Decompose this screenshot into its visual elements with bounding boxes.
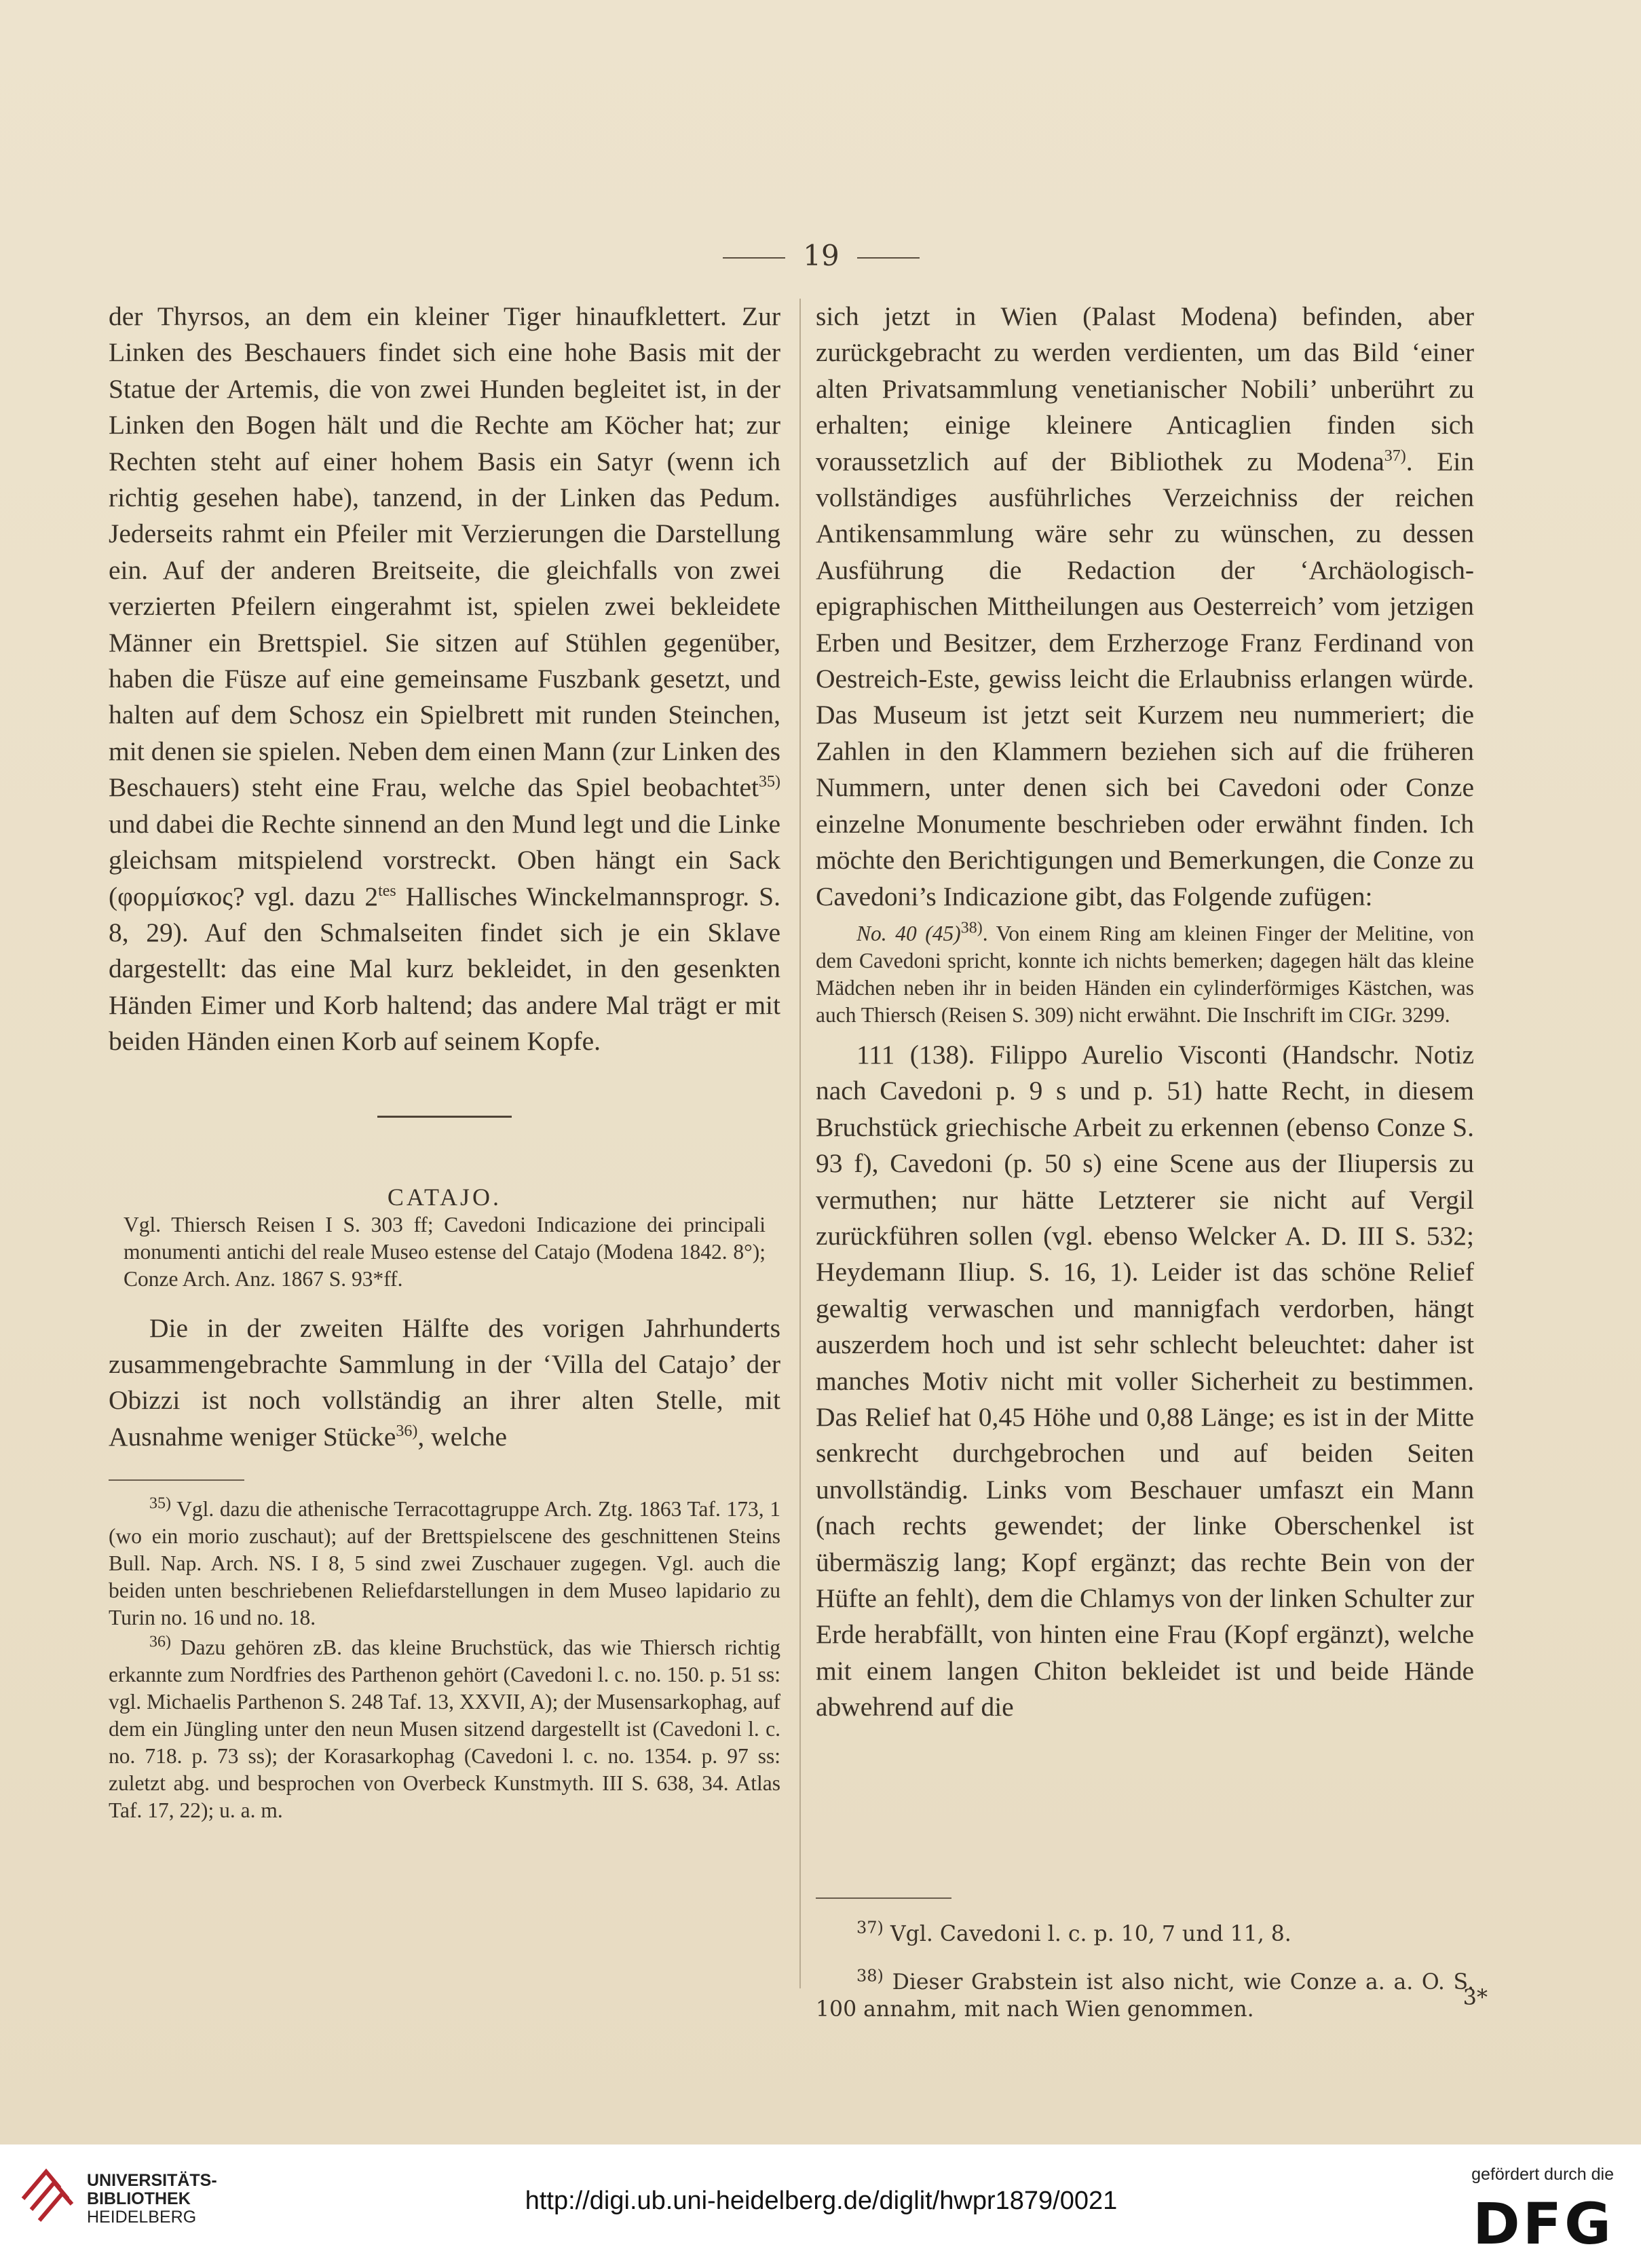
left-paragraph-2-text: und dabei die Rechte sinnend an den Mund legt und die Linke gleichsam mitspielend vorstreckt. Oben hängt ein Sack (φορμίσκος? vgl. dazu 2 xyxy=(109,808,780,911)
section-title: CATAJO. xyxy=(387,1183,502,1211)
footnote-37 xyxy=(816,1918,1474,1948)
right-paragraph-1 xyxy=(816,299,1474,915)
footnote-37-mark: 37) xyxy=(856,1918,884,1937)
ordinal-superscript: tes xyxy=(378,882,396,900)
footnote-38-text: Dieser Grabstein ist also nicht, wie Conze a. a. O. S. 100 annahm, mit nach Wien genommen. xyxy=(816,1970,1475,2022)
footnote-rule xyxy=(109,1479,244,1481)
footnote-ref-38: 38) xyxy=(960,919,983,937)
footnote-ref-36: 36) xyxy=(396,1422,418,1440)
dfg-logo[interactable]: DFG xyxy=(1472,2191,1614,2257)
column-divider xyxy=(799,299,801,1988)
left-paragraph-1 xyxy=(109,299,780,1060)
footnote-37-text: Vgl. Cavedoni l. c. p. 10, 7 und 11, 8. xyxy=(890,1921,1291,1946)
intro-paragraph xyxy=(109,1310,780,1456)
footnote-36 xyxy=(109,1634,780,1824)
intro-paragraph-text: Die in der zweiten Hälfte des vorigen Jahrhunderts zusammengebrachte Sammlung in der ‘Villa del Catajo’ der Obizzi ist noch vollständig an ihrer alten Stelle, mit Ausnahme weniger Stücke xyxy=(109,1312,780,1452)
left-paragraph-3-text: Hallisches Winckelmannsprogr. S. 8, 29). Auf den Schmalseiten findet sich je ein Sklave dargestellt: das eine Mal kurz bekleidet, in den gesenkten Händen Eimer und Korb haltend; das andere Mal trägt er mit beiden Händen einen Korb auf seinem Kopfe. xyxy=(109,881,781,1057)
digitization-footer xyxy=(0,2144,1641,2268)
institution-line-1: UNIVERSITÄTS- xyxy=(87,2171,217,2190)
footnote-38 xyxy=(816,1966,1475,2023)
catalog-entry-40-label: No. 40 (45) xyxy=(856,921,961,945)
right-footnotes xyxy=(816,1897,1474,2045)
right-footnote-rule xyxy=(816,1897,951,1899)
section-separator xyxy=(377,1116,512,1118)
page-number: 19 xyxy=(679,239,964,272)
left-paragraph-1-text: der Thyrsos, an dem ein kleiner Tiger hinaufklettert. Zur Linken des Beschauers findet sich eine hohe Basis mit der Statue der Artemis, die von zwei Hunden begleitet ist, in der Linken den Bogen hält und die Rechte am Köcher hat; zur Rechten steht auf einer hohem Basis ein Satyr (wenn ich richtig gesehen habe), tanzend, in der Linken das Pedum. Jederseits rahmt ein Pfeiler mit Verzierungen die Darstellung ein. Auf der anderen Breitseite, die gleichfalls von zwei verzierten Pfeilern eingerahmt ist, spielen zwei bekleidete Männer ein Brettspiel. Sie sitzen auf Stühlen gegenüber, haben die Füsze auf eine gemeinsame Fuszbank gesetzt, und halten auf dem Schosz ein Spielbrett mit runden Steinchen, mit denen sie spielen. Neben dem einen Mann (zur Linken des Beschauers) steht eine Frau, welche das Spiel beobachtet xyxy=(109,301,780,803)
ub-heidelberg-logo-icon[interactable] xyxy=(19,2165,75,2226)
catalog-entry-111: 111 (138). Filippo Aurelio Visconti (Handschr. Notiz nach Cavedoni p. 9 s und p. 51) hatte Recht, in diesem Bruchstück griechische Arbeit zu erkennen (ebenso Conze S. 93 f), Cavedoni (p. 50 s) eine Scene aus der Iliupersis zu vermuthen; nur hätte Letzterer sie nicht auf Vergil zurückführen sollen (vgl. ebenso Welcker A. D. III S. 532; Heydemann Iliup. S. 16, 1). Leider ist das schöne Relief gewaltig verwaschen und mannigfach verdorben, hängt auszerdem hoch und ist sehr schlecht beleuchtet: daher ist manches Motiv nicht mit voller Sicherheit zu bestimmen. Das Relief hat 0,45 Höhe und 0,88 Länge; es ist in der Mitte senkrecht durchgebrochen und auf beiden Seiten unvollständig. Links vom Beschauer umfaszt ein Mann (nach rechts gewendet; der linke Oberschenkel ist übermäszig lang; Kopf ergänzt; das rechte Bein von der Hüfte an fehlt), dem die Chlamys von der linken Schulter zur Erde herabfällt, von hinten eine Frau (Kopf ergänzt), welche mit einem langen Chiton bekleidet ist und beide Hände abwehrend auf die xyxy=(816,1039,1474,1722)
right-column xyxy=(816,299,1474,1726)
footnote-ref-35: 35) xyxy=(759,773,780,791)
institution-line-3: HEIDELBERG xyxy=(87,2208,197,2227)
bibliography-text: Vgl. Thiersch Reisen I S. 303 ff; Cavedoni Indicazione dei principali monumenti antichi del reale Museo estense del Catajo (Modena 1842. 8°); Conze Arch. Anz. 1867 S. 93*ff. xyxy=(124,1212,766,1291)
footnote-36-mark: 36) xyxy=(149,1633,171,1651)
footnote-35-text: Vgl. dazu die athenische Terracottagruppe Arch. Ztg. 1863 Taf. 173, 1 (wo ein morio zuschaut); auf der Brettspielscene des geschnittenen Steins Bull. Nap. Arch. NS. I 8, 5 sind zwei Zuschauer zugegen. Vgl. auch die beiden unten beschriebenen Reliefdarstellungen in dem Museo lapidario zu Turin no. 16 und no. 18. xyxy=(109,1497,780,1630)
institution-name[interactable] xyxy=(87,2172,217,2227)
sheet-signature: 3* xyxy=(1463,1984,1488,2010)
footnote-35 xyxy=(109,1496,780,1631)
permalink-url[interactable]: http://digi.ub.uni-heidelberg.de/diglit/hwpr1879/0021 xyxy=(525,2187,1118,2215)
right-paragraph-1-text: sich jetzt in Wien (Palast Modena) befinden, aber zurückgebracht zu werden verdienten, um das Bild ‘einer alten Privatsammlung venetianischer Nobili’ unberührt zu erhalten; einige kleinere Anticaglien finden sich voraussetzlich auf der Bibliothek zu Modena xyxy=(816,301,1474,476)
footnote-ref-37: 37) xyxy=(1384,447,1406,465)
left-column xyxy=(109,299,780,1824)
intro-paragraph-tail: , welche xyxy=(417,1421,508,1452)
catalog-entry-40 xyxy=(816,920,1474,1029)
funding-caption: gefördert durch die xyxy=(1471,2165,1614,2184)
institution-line-2: BIBLIOTHEK xyxy=(87,2189,191,2208)
right-paragraph-1-tail: . Ein vollständiges ausführliches Verzeichniss der reichen Antikensammlung wäre sehr zu wünschen, zu dessen Ausführung die Redaction der ‘Archäologisch-epigraphischen Mittheilungen aus Oesterreich’ vom jetzigen Erben und Besitzer, dem Erzherzoge Franz Ferdinand von Oestreich-Este, gewiss leicht die Erlaubniss erlangen würde. Das Museum ist jetzt seit Kurzem neu nummeriert; die Zahlen in den Klammern beziehen sich auf die früheren Nummern, unter denen sich bei Cavedoni oder Conze einzelne Monumente beschrieben oder erwähnt finden. Ich möchte den Berichtigungen und Bemerkungen, die Conze zu Cavedoni’s Indicazione gibt, das Folgende zufügen: xyxy=(816,446,1474,911)
footnote-35-mark: 35) xyxy=(149,1494,171,1513)
footnote-38-mark: 38) xyxy=(856,1966,884,1986)
left-footnotes xyxy=(109,1496,780,1824)
catalog-entry-40-text: . Von einem Ring am kleinen Finger der Melitine, von dem Cavedoni spricht, konnte ich nichts bemerken; dagegen hält das kleine Mädchen neben ihr in beiden Händen ein cylinderförmiges Kästchen, was auch Thiersch (Reisen S. 309) nicht erwähnt. Die Inschrift im CIGr. 3299. xyxy=(816,921,1474,1027)
bibliography-block xyxy=(109,1211,780,1293)
footnote-36-text: Dazu gehören zB. das kleine Bruchstück, das wie Thiersch richtig erkannte zum Nordfries des Parthenon gehört (Cavedoni l. c. no. 150. p. 51 ss: vgl. Michaelis Parthenon S. 248 Taf. 13, XXVII, A); der Musensarkophag, auf dem ein Jüngling unter den neun Musen sitzend dargestellt ist (Cavedoni l. c. no. 718. p. 73 ss); der Korasarkophag (Cavedoni l. c. no. 1354. p. 97 ss: zuletzt abg. und besprochen von Overbeck Kunstmyth. III S. 638, 34. Atlas Taf. 17, 22); u. a. m. xyxy=(109,1636,781,1823)
